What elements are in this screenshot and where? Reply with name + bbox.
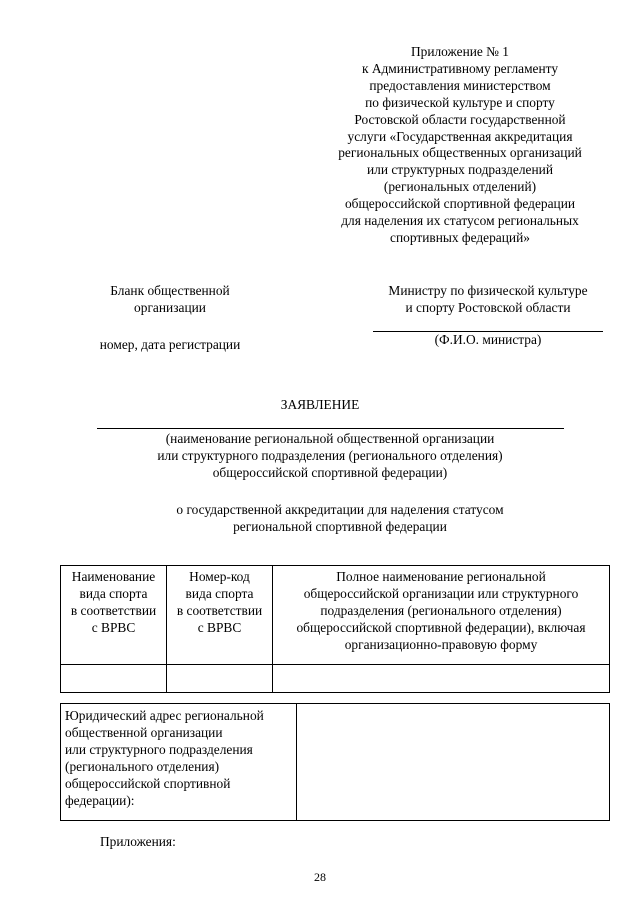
document-title: ЗАЯВЛЕНИЕ [280,397,360,412]
table-cell[interactable] [167,665,273,693]
label-text: общероссийской спортивной [65,775,231,791]
sport-name-header [61,566,167,665]
table-cell[interactable] [273,665,610,693]
annex-line: предоставления министерством [369,77,551,93]
sport-code-header [167,566,273,665]
addressee-line: Министру по физической культуре [388,283,588,298]
label-text: общественной организации [65,724,223,740]
table-row [61,704,610,821]
annex-line: Ростовской области государственной [354,111,566,127]
legal-address-table [60,703,610,821]
annex-line: Приложение № 1 [410,44,510,59]
header-text: в соответствии [176,602,263,618]
table-header-row [61,566,610,665]
addressee-line: и спорту Ростовской области [405,299,571,315]
header-text: общероссийской организации или структурного [303,585,579,601]
annex-line: к Административному регламенту [361,60,559,76]
addressee-block [365,283,611,349]
label-text: (регионального отделения) [65,758,220,774]
header-text: с ВРВС [197,619,242,635]
purpose-line: региональной спортивной федерации [233,518,447,534]
label-text: федерации): [65,792,135,808]
registration-label: номер, дата регистрации [99,336,241,352]
annex-line: по физической культуре и спорту [365,94,555,110]
header-text: Наименование [71,569,156,584]
page-number: 28 [314,870,326,884]
annex-line: региональных общественных организаций [338,145,582,161]
caption-line: (наименование региональной общественной организации [165,431,495,446]
minister-name-line [373,321,603,332]
label-text: Юридический адрес региональной [65,708,264,723]
header-text: вида спорта [79,585,148,601]
header-text: вида спорта [185,585,254,601]
table-row [61,665,610,693]
letterhead-line: Бланк общественной [110,283,230,298]
full-name-header [273,566,610,665]
attachments-label: Приложения: [100,834,176,849]
annex-line: или структурных подразделений [367,162,553,178]
purpose-line: о государственной аккредитации для наделения статусом [176,502,504,517]
sport-info-table [60,565,610,693]
caption-line: или структурного подразделения (регионального отделения) [157,447,503,463]
caption-line: общероссийской спортивной федерации) [212,464,448,480]
annex-line: общероссийской спортивной федерации [344,196,576,212]
header-text: Номер-код [189,569,250,584]
annex-line: (региональных отделений) [383,179,537,195]
annex-header [300,44,620,247]
table-cell[interactable] [61,665,167,693]
application-purpose [60,502,620,536]
header-text: в соответствии [70,602,157,618]
header-text: подразделения (регионального отделения) [320,602,562,618]
organization-caption [60,431,600,482]
minister-caption: (Ф.И.О. министра) [434,331,542,347]
annex-line: услуги «Государственная аккредитация [347,128,573,144]
header-text: с ВРВС [91,619,136,635]
header-text: общероссийской спортивной федерации), включая [296,619,586,635]
legal-address-label [61,704,297,821]
letterhead-line: организации [134,299,206,315]
annex-line: спортивных федераций» [390,229,530,245]
annex-line: для наделения их статусом региональных [341,213,579,229]
header-text: организационно-правовую форму [344,636,538,652]
label-text: или структурного подразделения [65,741,253,757]
header-text: Полное наименование региональной [336,569,546,584]
letterhead-block [60,283,280,354]
legal-address-value[interactable] [297,704,610,821]
organization-name-line [97,428,564,429]
